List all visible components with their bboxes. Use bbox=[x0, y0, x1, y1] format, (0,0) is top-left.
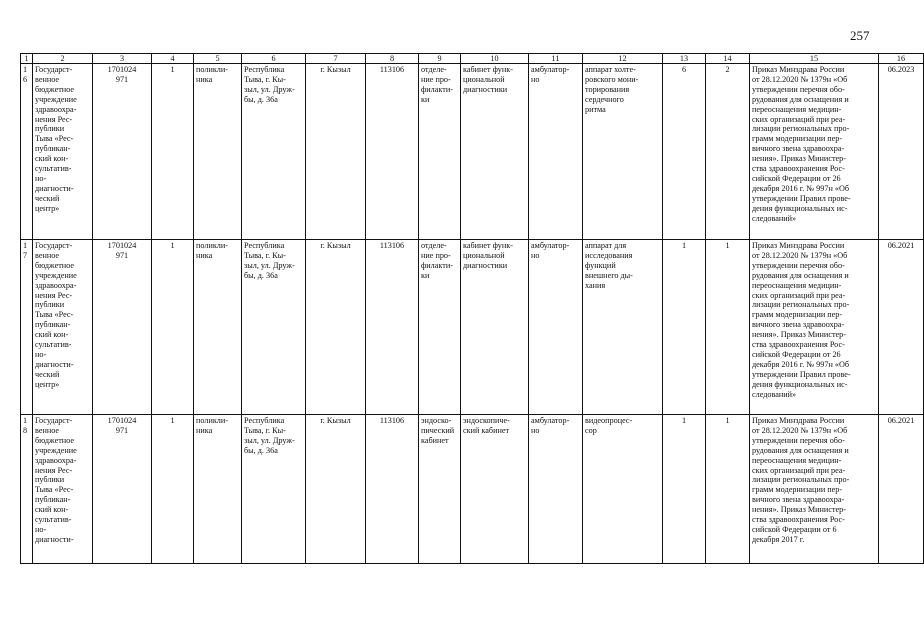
regulation-cell: Приказ Минздрава России от 28.12.2020 № 1379н «Об утверждении перечня обо- рудования для оснащения и переоснащения медицин- ских организаций при реа- лизации региональных про- грамм модернизации пер- вичного звена здравоохра- нения». Приказ Министер- ства здравоохранения Рос- сийской Федерации от 6 декабря 2017 г. bbox=[750, 415, 879, 564]
column-header: 1 bbox=[21, 54, 33, 64]
equipment-cell: аппарат для исследования функций внешнего ды- хания bbox=[583, 240, 663, 415]
department-cell: эндоско- пический кабинет bbox=[419, 415, 461, 564]
facility-type: поликли- ника bbox=[194, 240, 242, 415]
table-row bbox=[21, 64, 924, 240]
column-header: 2 bbox=[33, 54, 93, 64]
column-header: 3 bbox=[93, 54, 152, 64]
date-cell: 06.2023 bbox=[879, 64, 924, 240]
row-number: 17 bbox=[21, 240, 33, 415]
column-header: 15 bbox=[750, 54, 879, 64]
inn-cell: 1701024 971 bbox=[93, 415, 152, 564]
organization-name: Государст- венное бюджетное учреждение здравоохра- нения Рес- публики Тыва «Рес- публикан- ский кон- сультатив- но- диагности- bbox=[33, 415, 93, 564]
code-cell: 113106 bbox=[366, 415, 419, 564]
address-cell: Республика Тыва, г. Кы- зыл, ул. Друж- бы, д. 36а bbox=[242, 64, 306, 240]
quantity-cell: 1 bbox=[706, 240, 750, 415]
code-cell: 113106 bbox=[366, 64, 419, 240]
room-cell: кабинет функ- циональной диагностики bbox=[461, 240, 529, 415]
quantity-cell: 1 bbox=[663, 415, 706, 564]
row-number: 16 bbox=[21, 64, 33, 240]
count-cell: 1 bbox=[152, 240, 194, 415]
inn-cell: 1701024 971 bbox=[93, 64, 152, 240]
equipment-cell: аппарат холте- ровского мони- торирования сердечного ритма bbox=[583, 64, 663, 240]
care-type-cell: амбулатор- но bbox=[529, 240, 583, 415]
quantity-cell: 2 bbox=[706, 64, 750, 240]
care-type-cell: амбулатор- но bbox=[529, 415, 583, 564]
table-row bbox=[21, 240, 924, 415]
equipment-table bbox=[20, 53, 924, 564]
column-header: 13 bbox=[663, 54, 706, 64]
quantity-cell: 1 bbox=[663, 240, 706, 415]
address-cell: Республика Тыва, г. Кы- зыл, ул. Друж- бы, д. 36а bbox=[242, 240, 306, 415]
column-header: 5 bbox=[194, 54, 242, 64]
room-cell: кабинет функ- циональной диагностики bbox=[461, 64, 529, 240]
column-header: 16 bbox=[879, 54, 924, 64]
equipment-cell: видеопроцес- сор bbox=[583, 415, 663, 564]
column-header: 8 bbox=[366, 54, 419, 64]
row-number: 18 bbox=[21, 415, 33, 564]
regulation-cell: Приказ Минздрава России от 28.12.2020 № 1379н «Об утверждении перечня обо- рудования для оснащения и переоснащения медицин- ских организаций при реа- лизации региональных про- грамм модернизации пер- вичного звена здравоохра- нения». Приказ Министер- ства здравоохранения Рос- сийской Федерации от 26 декабря 2016 г. № 997н «Об утверждении Правил прове- дения функциональных ис- следований» bbox=[750, 240, 879, 415]
column-header: 11 bbox=[529, 54, 583, 64]
address-cell: Республика Тыва, г. Кы- зыл, ул. Друж- бы, д. 36а bbox=[242, 415, 306, 564]
room-cell: эндоскопиче- ский кабинет bbox=[461, 415, 529, 564]
quantity-cell: 6 bbox=[663, 64, 706, 240]
table-row bbox=[21, 415, 924, 564]
column-header: 10 bbox=[461, 54, 529, 64]
city-cell: г. Кызыл bbox=[306, 240, 366, 415]
city-cell: г. Кызыл bbox=[306, 64, 366, 240]
count-cell: 1 bbox=[152, 64, 194, 240]
column-header: 7 bbox=[306, 54, 366, 64]
department-cell: отделе- ние про- филакти- ки bbox=[419, 64, 461, 240]
quantity-cell: 1 bbox=[706, 415, 750, 564]
department-cell: отделе- ние про- филакти- ки bbox=[419, 240, 461, 415]
column-header: 9 bbox=[419, 54, 461, 64]
organization-name: Государст- венное бюджетное учреждение здравоохра- нения Рес- публики Тыва «Рес- публикан- ский кон- сультатив- но- диагности- ческий центр» bbox=[33, 64, 93, 240]
column-header: 4 bbox=[152, 54, 194, 64]
care-type-cell: амбулатор- но bbox=[529, 64, 583, 240]
column-header: 12 bbox=[583, 54, 663, 64]
date-cell: 06.2021 bbox=[879, 415, 924, 564]
column-header: 6 bbox=[242, 54, 306, 64]
city-cell: г. Кызыл bbox=[306, 415, 366, 564]
count-cell: 1 bbox=[152, 415, 194, 564]
inn-cell: 1701024 971 bbox=[93, 240, 152, 415]
date-cell: 06.2021 bbox=[879, 240, 924, 415]
regulation-cell: Приказ Минздрава России от 28.12.2020 № 1379н «Об утверждении перечня обо- рудования для оснащения и переоснащения медицин- ских организаций при реа- лизации региональных про- грамм модернизации пер- вичного звена здравоохра- нения». Приказ Министер- ства здравоохранения Рос- сийской Федерации от 26 декабря 2016 г. № 997н «Об утверждении Правил прове- дения функциональных ис- следований» bbox=[750, 64, 879, 240]
organization-name: Государст- венное бюджетное учреждение здравоохра- нения Рес- публики Тыва «Рес- публикан- ский кон- сультатив- но- диагности- ческий центр» bbox=[33, 240, 93, 415]
header-row bbox=[21, 54, 924, 64]
facility-type: поликли- ника bbox=[194, 415, 242, 564]
facility-type: поликли- ника bbox=[194, 64, 242, 240]
column-header: 14 bbox=[706, 54, 750, 64]
page-number: 257 bbox=[850, 28, 870, 43]
code-cell: 113106 bbox=[366, 240, 419, 415]
